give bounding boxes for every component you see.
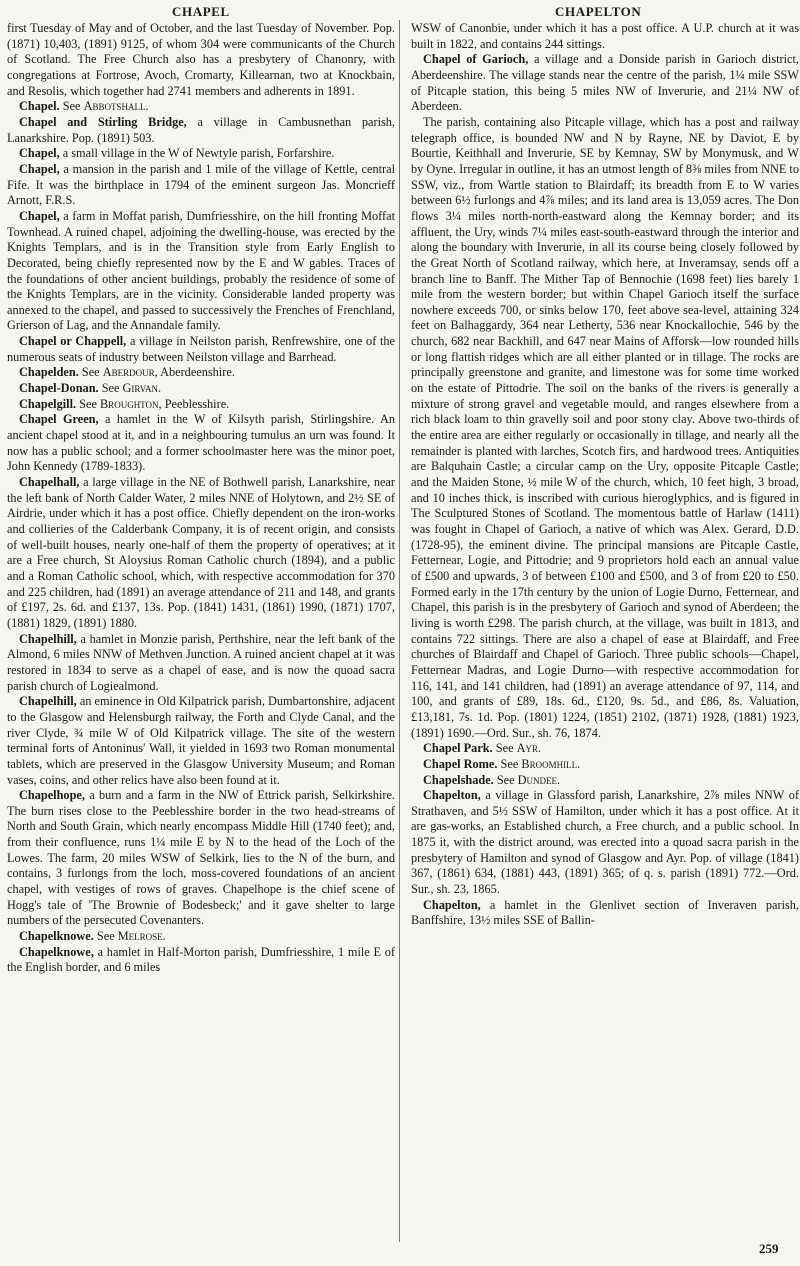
gazetteer-entry [7,929,395,945]
continued-paragraph [411,21,799,52]
cross-reference: Broughton, [99,396,162,411]
gazetteer-entry [7,209,395,334]
entry-heading: Chapel. [19,99,60,114]
entry-heading: Chapelgill. [19,396,77,411]
entry-heading: Chapel-Donan. [19,381,99,396]
entry-heading: Chapel, [19,161,60,176]
entry-text: a farm in Moffat parish, Dumfriesshire, on the hill fronting Moffat Townhead. A ruined chapel, adjoining the dwelling-house, was erected by the Knights Templars, and is in the Transition style from Early English to Decorated, being chiefly represented now by the E and W gables. Traces of the foundations of other ancient buildings, probably the residence of some of the Knights Templars, are in the vicinity. Considerable landed property was annexed to the chapel, and passed to successively the Frenches of Frenchland, Grierson of Lag, and the Annandale family. [7,208,395,333]
entry-heading: Chapelhope, [19,788,85,803]
entry-text: an eminence in Old Kilpatrick parish, Dumbartonshire, adjacent to the Glasgow and Helensburgh railway, the Forth and Clyde Canal, and the river Clyde, ¾ mile W of Old Kilpatrick village. The site of the western terminal forts of Antoninus' Wall, it yielded in 1693 two Roman monumental tablets, which are preserved in the Glasgow University Museum; and Roman vases, coins, and other relics have also been found at it. [7,694,395,787]
entry-text: a burn and a farm in the NW of Ettrick parish, Selkirkshire. The burn rises close to the Peeblesshire border in the two head-streams of North and South Grain, which nearly encompass Middle Hill (1740 feet); and, from their confluence, runs 1¼ mile E by N to the head of the Loch of the Lowes. The farm, 20 miles WSW of Selkirk, lies to the N of the burn, and contains, 3 furlongs from the loch, moss-covered foundations of an ancient chapel, with vestiges of rows of graves. Chapelhope is the chief scene of Hogg's tale of 'The Brownie of Bodesbeck;' and it gave shelter to large numbers of the persecuted Covenanters. [7,788,395,928]
entry-heading: Chapelshade. [423,772,494,787]
entry-heading: Chapel or Chappell, [19,334,127,349]
running-header [0,4,800,22]
column-divider [399,20,400,1242]
entry-text: See [495,741,514,756]
entry-heading: Chapelknowe, [19,944,94,959]
gazetteer-entry [7,334,395,365]
entry-text: a hamlet in the W of Kilsyth parish, Stirlingshire. An ancient chapel stood at it, and in a neighbouring tumulus an urn was found. It now has a public school; and a former schoolmaster here was the minor poet, John Kennedy (1789-1833). [7,412,395,474]
gazetteer-entry [7,99,395,115]
entry-text-after: Peeblesshire. [164,396,230,411]
entry-heading: Chapelhill, [19,631,77,646]
header-left: CHAPEL [172,4,230,19]
entry-heading: Chapelton, [423,788,481,803]
entry-heading: Chapel Park. [423,741,493,756]
gazetteer-entry [7,945,395,976]
entry-text: a small village in the W of Newtyle parish, Forfarshire. [62,146,335,161]
gazetteer-entry [411,52,799,115]
right-column [411,21,799,1243]
entry-text: See [496,772,515,787]
entry-text: See [81,365,100,380]
entry-text: a mansion in the parish and 1 mile of the village of Kettle, central Fife. It was the birthplace in 1794 of the eminent surgeon Jas. Moncrieff Arnott, F.R.S. [7,161,395,208]
cross-reference: Ayr. [516,741,542,756]
gazetteer-entry [7,475,395,632]
cross-reference: Broomhill. [521,756,581,771]
entry-text: a hamlet in the Glenlivet section of Inveraven parish, Banffshire, 13½ miles SSE of Ballin- [411,897,799,928]
entry-heading: Chapelknowe. [19,929,94,944]
cross-reference: Melrose. [117,929,166,944]
entry-text: See [101,381,120,396]
entry-heading: Chapel, [19,208,60,223]
entry-text: See [500,756,519,771]
gazetteer-entry [7,365,395,381]
entry-text: See [96,929,115,944]
gazetteer-entry [411,788,799,898]
entry-text: WSW of Canonbie, under which it has a post office. A U.P. church at it was built in 1822, and contains 244 sittings. [411,21,799,51]
entry-text: a hamlet in Monzie parish, Perthshire, near the left bank of the Almond, 6 miles NNW of Methven Junction. A ruined ancient chapel at it was restored in 1834 to serve as a chapel of ease, and is now the quoad sacra parish church of Logiealmond. [7,631,395,693]
entry-text: a village and a Donside parish in Garioch district, Aberdeenshire. The village stands near the centre of the parish, 1¼ mile SSW of Pitcaple station, this being 5 miles NW of Inverurie, and 21¼ NW of Aberdeen. [411,52,799,114]
gazetteer-entry [7,162,395,209]
cross-reference: Abbotshall. [83,99,149,114]
entry-heading: Chapel Green, [19,412,99,427]
continued-paragraph [7,21,395,99]
gazetteer-entry [7,397,395,413]
entry-text: a village in Cambusnethan parish, Lanarkshire. Pop. (1891) 503. [7,114,395,145]
gazetteer-entry [7,115,395,146]
entry-text: a village in Neilston parish, Renfrewshire, one of the numerous seats of industry between Neilston village and Barrhead. [7,334,395,364]
entry-text: a village in Glassford parish, Lanarkshire, 2⅞ miles NNW of Strathaven, and 5½ SSW of Hamilton, under which it has a post office. At it are gas-works, an Established church, a Free church, and a public school. In 1875 it, with the district around, was erected into a quoad sacra parish in the presbytery of Hamilton and synod of Glasgow and Ayr. Pop. of village (1841) 367, (1861) 634, (1881) 443, (1891) 365; of q. s. parish (1891) 772.—Ord. Sur., sh. 23, 1865. [411,788,799,897]
gazetteer-entry [7,146,395,162]
entry-text: See [79,396,97,411]
entry-heading: Chapelhill, [19,694,77,709]
entry-heading: Chapel of Garioch, [423,52,529,67]
gazetteer-entry [7,632,395,695]
entry-text: first Tuesday of May and of October, and the last Tuesday of November. Pop. (1871) 10,403, (1891) 9125, of whom 304 were communicants of the Church of Scotland. The Free Church also has a presbytery of Chanonry, with congregations at Fortrose, Avoch, Cromarty, Killearnan, two at Knockbain, and Resolis, which together had 2741 members and adherents in 1891. [7,21,395,98]
gazetteer-entry [411,741,799,757]
header-right: CHAPELTON [555,4,642,19]
gazetteer-entry [411,757,799,773]
entry-text: a hamlet in Half-Morton parish, Dumfriesshire, 1 mile E of the English border, and 6 miles [7,944,395,975]
entry-heading: Chapelden. [19,365,79,380]
entry-text-after: Aberdeenshire. [160,365,235,380]
body-paragraph [411,115,799,741]
cross-reference: Aberdour, [102,365,158,380]
entry-heading: Chapelhall, [19,475,80,490]
gazetteer-entry [411,898,799,929]
entry-text: a large village in the NE of Bothwell parish, Lanarkshire, near the left bank of North Calder Water, 2 miles NNE of Holytown, and 2½ SE of Airdrie, under which it has a post office. Chiefly dependent on the iron-works and collieries of the Calderbank Company, it is of recent origin, and consists of well-built houses, nearly one-half of them the property of operatives; at it are a Free church, St Aloysius Roman Catholic church (1894), and a public and a Roman Catholic school, which, with respective accommodation for 370 and 225 children, had (1891) an average attendance of 211 and 148, and grants of £197, 2s. 6d. and £137, 13s. Pop. (1841) 1431, (1861) 1990, (1871) 1707, (1881) 1829, (1891) 1880. [7,475,395,630]
left-column [7,21,395,1243]
entry-heading: Chapel, [19,146,60,161]
entry-heading: Chapelton, [423,897,481,912]
entry-heading: Chapel Rome. [423,756,498,771]
gazetteer-entry [7,694,395,788]
gazetteer-entry [411,773,799,789]
entry-text: See [62,99,81,114]
cross-reference: Dundee. [517,772,561,787]
gazetteer-entry [7,412,395,475]
page-number: 259 [759,1241,779,1256]
gazetteer-entry [7,788,395,929]
cross-reference: Girvan. [122,381,162,396]
entry-heading: Chapel and Stirling Bridge, [19,114,187,129]
gazetteer-entry [7,381,395,397]
entry-text: The parish, containing also Pitcaple village, which has a post and railway telegraph office, is bounded NW and N by Rayne, NE by Daviot, E by Bourtie, Keithhall and Inverurie, SE by Kemnay, SW by Monymusk, and W by Oyne. Irregular in outline, it has an utmost length of 8⅜ miles from NNE to SSW, viz., from Wartle station to Blairdaff; its breadth from E to W varies between 6½ furlongs and 4⅞ miles; and its land area is 13,059 acres. The Don flows 3¼ miles north-north-eastward along the Kemnay border; and its affluent, the Ury, winds 7¼ miles east-south-eastward through the interior and along the boundary with Inverurie, in all its course being closely followed by the Great North of Scotland railway, which here, at Inveramsay, sends off a branch line to Banff. The Mither Tap of Bennochie (1698 feet) lies barely 1 mile from the western border; but within Chapel Garioch itself the surface nowhere exceeds 700, or sinks below 170, feet above sea-level, attaining 324 feet on Balhaggardy, 364 near Letherty, 536 near Knockallochie, 546 by the church, 682 near Backhill, and 647 near Mains of Afforsk—low rounded hills or long flattish ridges which are all either planted or in tillage. The rocks are principally greenstone and granite, and limestone was for some time worked on the estate of Pittodrie. The soil on the banks of the rivers is generally a mixture of strong gravel and vegetable mould, and ranges elsewhere from a rich black loam to thin gravelly soil and poor stony clay. Above two-thirds of the entire area are either regularly or occasionally in tillage, and nearly all the remainder is planted with larches, Scotch firs, and hardwood trees. Antiquities are Balquhain Castle; a circular camp on the Ury, opposite Pitcaple Castle; and the Maiden Stone, ½ mile W of the church, which, 10 feet high, 3 broad, and 10 inches thick, is inscribed with curious hieroglyphics, and is figured in The Sculptured Stones of Scotland. The momentous battle of Harlaw (1411) was fought in Chapel of Garioch, a native of which was Alex. Gerard, D.D. (1728-95), the eminent divine. The principal mansions are Pitcaple Castle, Fetternear, Logie, and Pittodrie; and 9 proprietors hold each an annual value of £500 and upwards, 3 of between £100 and £500, and 3 of from £20 to £50. Formed early in the 17th century by the union of Logie Durno, Fetternear, and Chapel, this parish is in the presbytery of Garioch and synod of Aberdeen; the living is worth £298. The parish church, at the village, was built in 1813, and contains 722 sittings. There are also a chapel of ease at Blairdaff, and Free churches of Blairdaff and Chapel of Garioch. Three public schools—Chapel, Fetternear Madras, and Logie Durno—with respective accommodation for 116, 141, and 141 children, had (1891) an average attendance of 97, 114, and 100, and grants of £89, 18s. 6d., £120, 9s. 5d., and £86, 8s. Valuation, £13,181, 7s. 1d. Pop. (1801) 1224, (1851) 2102, (1871) 1928, (1881) 1923, (1891) 1690.—Ord. Sur., sh. 76, 1874. [411,114,799,740]
